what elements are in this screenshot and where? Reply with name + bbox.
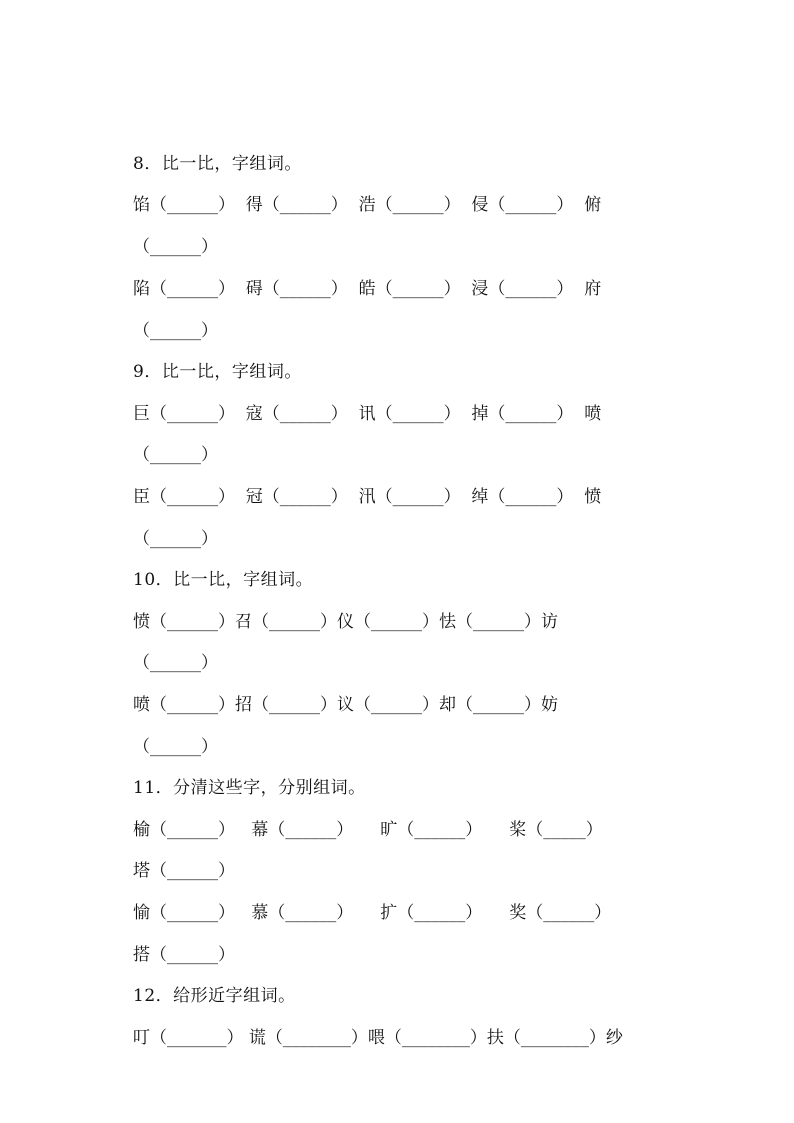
question-11-row-2: 愉（______） 慕（______） 扩（______） 奖（______）	[133, 903, 612, 923]
question-11-row-2-wrap: 搭（______）	[133, 945, 235, 965]
question-8-row-2: 陷（______） 碍（______） 皓（______） 浸（______） 府	[133, 279, 602, 299]
question-10-heading: 10．比一比，字组词。	[133, 570, 314, 590]
question-8-row-2-wrap: （______）	[133, 321, 218, 341]
question-10-row-2: 喷（______）招（______）议（______）却（______）妨	[133, 695, 558, 715]
question-10-row-1: 愤（______）召（______）仪（______）怯（______）访	[133, 612, 558, 632]
question-10-row-1-wrap: （______）	[133, 653, 218, 673]
question-9-row-1-wrap: （______）	[133, 445, 218, 465]
question-9-row-1: 巨（______） 寇（______） 讯（______） 掉（______） 喷	[133, 404, 602, 424]
question-8-row-1-wrap: （______）	[133, 237, 218, 257]
question-12-heading: 12．给形近字组词。	[133, 986, 296, 1006]
question-11-row-1-wrap: 塔（______）	[133, 861, 235, 881]
question-8-heading: 8．比一比，字组词。	[133, 154, 302, 174]
question-10-row-2-wrap: （______）	[133, 737, 218, 757]
question-9-heading: 9．比一比，字组词。	[133, 362, 302, 382]
question-12-row-1: 叮（_______） 谎（________）喂（________）扶（________）纱	[133, 1028, 623, 1048]
question-11-heading: 11．分清这些字，分别组词。	[133, 778, 366, 798]
question-11-row-1: 榆（______） 幕（______） 旷（______） 桨（_____）	[133, 820, 603, 840]
question-8-row-1: 馅（______） 得（______） 浩（______） 侵（______） 俯	[133, 195, 602, 215]
question-9-row-2: 臣（______） 冠（______） 汛（______） 绰（______） 愤	[133, 487, 602, 507]
question-9-row-2-wrap: （______）	[133, 529, 218, 549]
